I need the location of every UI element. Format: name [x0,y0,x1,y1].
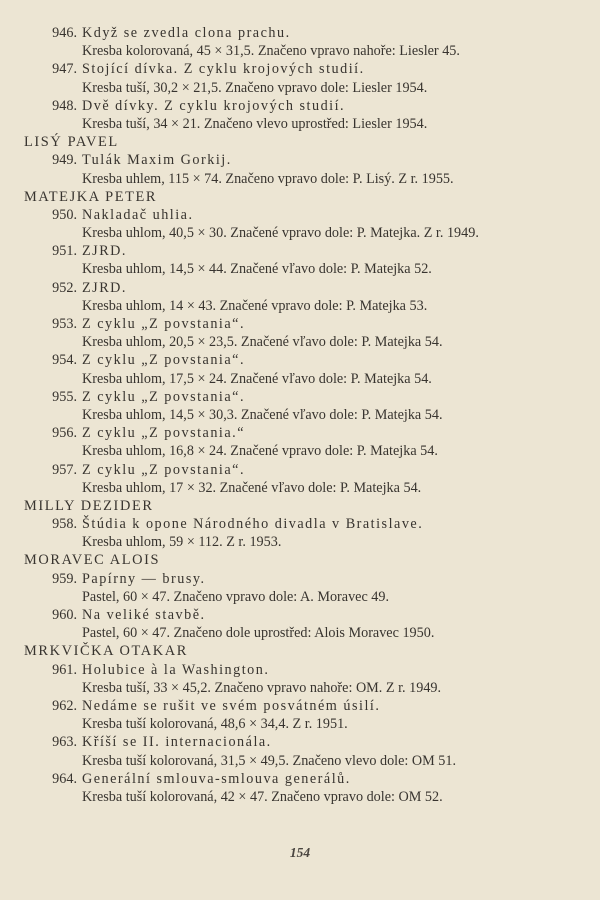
artwork-title: Papírny — brusy. [82,570,206,587]
catalog-item-title-line [0,515,600,533]
artwork-title: Z cyklu „Z povstania“. [82,352,246,369]
catalog-item-desc-line [0,297,600,315]
item-number: 948. [52,97,77,114]
item-number: 961. [52,661,77,678]
item-number: 956. [52,425,77,442]
artwork-description: Kresba tuší, 34 × 21. Značeno vlevo uprostřed: Liesler 1954. [82,115,428,132]
catalog-item-title-line [0,151,600,169]
catalog-item-title-line [0,24,600,42]
catalog-item-title-line [0,206,600,224]
artwork-description: Kresba uhlom, 20,5 × 23,5. Značené vľavo dole: P. Matejka 54. [82,334,443,351]
catalog-item-title-line [0,770,600,788]
artwork-description: Kresba uhlom, 17 × 32. Značené vľavo dole: P. Matejka 54. [82,479,422,496]
catalog-item-desc-line [0,679,600,697]
item-number: 949. [52,152,77,169]
catalog-item-desc-line [0,406,600,424]
item-number: 960. [52,607,77,623]
catalog-item-title-line [0,97,600,115]
item-number: 947. [52,61,77,78]
item-number: 964. [52,770,77,787]
catalog-item-title-line [0,461,600,479]
artwork-title: Kříší se II. internacionála. [82,734,272,751]
author-heading: MILLY DEZIDER [24,497,154,514]
item-number: 955. [52,388,77,405]
artwork-title: Nakladač uhlia. [82,206,194,223]
item-number: 952. [52,279,77,296]
artwork-description: Kresba uhlom, 17,5 × 24. Značené vľavo dole: P. Matejka 54. [82,370,432,387]
artwork-title: Z cyklu „Z povstania.“ [82,425,246,442]
artwork-description: Kresba tuší kolorovaná, 48,6 × 34,4. Z r. 1951. [82,716,348,733]
artwork-title: Generální smlouva-smlouva generálů. [82,770,351,787]
artwork-description: Kresba uhlom, 16,8 × 24. Značené vpravo dole: P. Matejka 54. [82,443,438,460]
catalog-item-desc-line [0,115,600,133]
item-number: 953. [52,316,77,332]
catalog-item-desc-line [0,79,600,97]
catalog-item-desc-line [0,479,600,497]
artwork-description: Kresba uhlom, 14,5 × 44. Značené vľavo dole: P. Matejka 52. [82,261,432,278]
catalog-item-desc-line [0,42,600,60]
item-number: 957. [52,461,77,478]
item-number: 946. [52,25,77,41]
catalog-item-desc-line [0,224,600,242]
catalog-item-title-line [0,570,600,588]
catalog-item-title-line [0,697,600,715]
artwork-description: Kresba tuší, 33 × 45,2. Značeno vpravo nahoře: OM. Z r. 1949. [82,679,442,696]
artwork-title: Z cyklu „Z povstania“. [82,316,246,332]
artwork-description: Pastel, 60 × 47. Značeno vpravo dole: A. Moravec 49. [82,588,390,605]
artwork-title: Z cyklu „Z povstania“. [82,388,246,405]
artwork-title: Holubice à la Washington. [82,661,270,678]
artwork-title: Tulák Maxim Gorkij. [82,152,232,169]
catalog-item-desc-line [0,333,600,351]
artwork-description: Kresba tuší kolorovaná, 31,5 × 49,5. Značeno vlevo dole: OM 51. [82,752,457,769]
item-number: 962. [52,697,77,714]
catalog-item-desc-line [0,370,600,388]
artwork-description: Pastel, 60 × 47. Značeno dole uprostřed: Alois Moravec 1950. [82,625,435,642]
artwork-description: Kresba tuší kolorovaná, 42 × 47. Značeno vpravo dole: OM 52. [82,788,443,805]
artwork-description: Kresba uhlom, 40,5 × 30. Značené vpravo dole: P. Matejka. Z r. 1949. [82,225,479,242]
artwork-description: Kresba uhlem, 115 × 74. Značeno vpravo dole: P. Lisý. Z r. 1955. [82,170,454,187]
item-number: 963. [52,734,77,751]
author-heading: MRKVIČKA OTAKAR [24,643,188,660]
catalog-item-title-line [0,661,600,679]
catalog-item-desc-line [0,752,600,770]
artwork-description: Kresba uhlom, 14,5 × 30,3. Značené vľavo dole: P. Matejka 54. [82,406,443,423]
artwork-title: Z cyklu „Z povstania“. [82,461,246,478]
artwork-title: Stojící dívka. Z cyklu krojových studií. [82,61,365,78]
catalog-item-title-line [0,242,600,260]
catalog-item-desc-line [0,442,600,460]
artwork-title: ZJRD. [82,279,127,296]
catalog-item-desc-line [0,624,600,642]
author-heading: MATEJKA PETER [24,188,158,205]
catalog-item-title-line [0,733,600,751]
item-number: 958. [52,516,77,533]
artwork-title: Dvě dívky. Z cyklu krojových studií. [82,97,346,114]
artwork-title: ZJRD. [82,243,127,260]
catalog-item-desc-line [0,788,600,806]
catalog-item-title-line [0,315,600,333]
catalog-item-title-line [0,60,600,78]
catalog-item-title-line [0,424,600,442]
catalog-item-desc-line [0,588,600,606]
item-number: 959. [52,570,77,587]
catalog-item-title-line [0,279,600,297]
page-number: 154 [289,845,311,860]
catalog-item-desc-line [0,260,600,278]
catalog-item-desc-line [0,715,600,733]
catalog-item-title-line [0,388,600,406]
author-heading: LISÝ PAVEL [24,134,119,151]
artwork-description: Kresba kolorovaná, 45 × 31,5. Značeno vpravo nahoře: Liesler 45. [82,43,460,60]
artwork-title: Když se zvedla clona prachu. [82,25,291,41]
artwork-title: Nedáme se rušit ve svém posvátném úsilí. [82,697,381,714]
catalog-page [0,24,600,806]
item-number: 951. [52,243,77,260]
author-heading: MORAVEC ALOIS [24,552,161,569]
artwork-title: Na veliké stavbě. [82,607,206,623]
item-number: 950. [52,206,77,223]
artwork-description: Kresba uhlom, 14 × 43. Značené vpravo dole: P. Matejka 53. [82,297,428,314]
artwork-description: Kresba tuší, 30,2 × 21,5. Značeno vpravo dole: Liesler 1954. [82,79,428,96]
catalog-item-title-line [0,351,600,369]
catalog-item-title-line [0,606,600,624]
artwork-title: Štúdia k opone Národného divadla v Bratislave. [82,516,424,533]
catalog-item-desc-line [0,170,600,188]
item-number: 954. [52,352,77,369]
catalog-item-desc-line [0,533,600,551]
artwork-description: Kresba uhlom, 59 × 112. Z r. 1953. [82,534,282,551]
